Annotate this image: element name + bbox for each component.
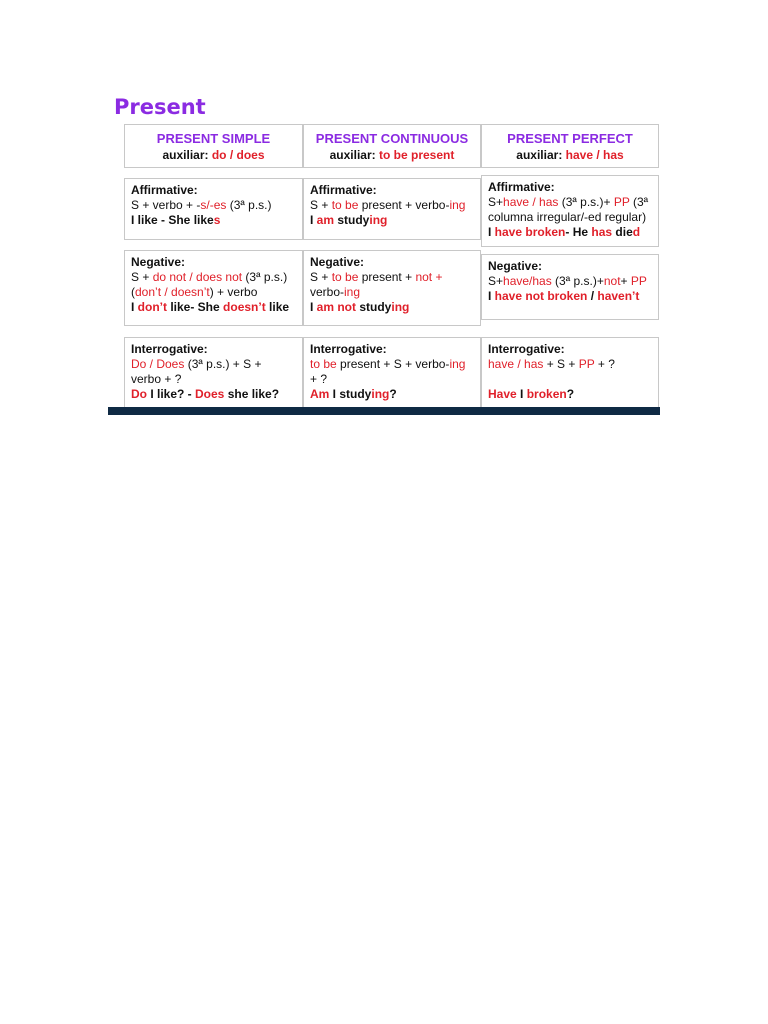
example-highlight: Do xyxy=(131,387,147,401)
formula-part: present + xyxy=(358,270,416,284)
cell-formula xyxy=(131,198,296,213)
cell-example xyxy=(488,289,652,304)
example-highlight: Am xyxy=(310,387,330,401)
formula-part: S+ xyxy=(488,274,504,288)
example-part: I like - She like xyxy=(131,213,214,227)
page-title: Present xyxy=(114,95,206,119)
cell-label: Negative: xyxy=(310,255,365,269)
grammar-table-figure xyxy=(108,88,660,415)
example-highlight: Have xyxy=(488,387,517,401)
cell-label: Negative: xyxy=(488,259,543,273)
example-part: she like? xyxy=(224,387,280,401)
example-highlight: ing xyxy=(391,300,410,314)
example-part: I xyxy=(310,213,317,227)
formula-part: (3ª p.s.) + S + xyxy=(184,357,262,371)
cell-formula xyxy=(488,357,652,372)
cell-formula xyxy=(131,270,296,285)
formula-highlight: ing xyxy=(449,198,466,212)
cell-perfect-negative xyxy=(481,254,659,320)
cell-example xyxy=(310,213,474,228)
cell-formula xyxy=(488,274,652,289)
formula-part: ) + verbo xyxy=(209,285,258,299)
example-part: like xyxy=(265,300,290,314)
formula-highlight: to be xyxy=(331,198,359,212)
cell-continuous-affirmative xyxy=(303,178,481,240)
cell-example xyxy=(131,300,296,315)
cell-perfect-affirmative xyxy=(481,175,659,247)
aux-prefix: auxiliar: xyxy=(162,148,209,162)
formula-highlight: not + xyxy=(415,270,443,284)
cell-simple-negative xyxy=(124,250,303,326)
header-auxiliar xyxy=(488,147,652,163)
formula-part: + ? xyxy=(594,357,615,371)
header-present-continuous xyxy=(303,124,481,168)
example-part: - He xyxy=(565,225,592,239)
cell-formula xyxy=(310,357,474,372)
example-highlight: doesn’t xyxy=(223,300,266,314)
example-part: I xyxy=(488,225,495,239)
example-part: ? xyxy=(566,387,575,401)
aux-value: do / does xyxy=(211,148,265,162)
cell-perfect-interrogative xyxy=(481,337,659,409)
formula-part: (3ª p.s.) xyxy=(242,270,288,284)
formula-part: S+ xyxy=(488,195,504,209)
formula-highlight: do not / does not xyxy=(152,270,243,284)
header-title: PRESENT CONTINUOUS xyxy=(315,131,469,146)
formula-part: S + verbo + - xyxy=(131,198,201,212)
formula-part: + xyxy=(620,274,631,288)
formula-part: present + verbo- xyxy=(358,198,450,212)
cell-formula xyxy=(310,270,474,285)
header-present-simple xyxy=(124,124,303,168)
example-highlight: has xyxy=(591,225,613,239)
example-highlight: haven’t xyxy=(597,289,640,303)
cell-simple-interrogative xyxy=(124,337,303,409)
formula-part: (3ª xyxy=(629,195,649,209)
formula-part: verbo- xyxy=(310,285,345,299)
cell-formula-cont: verbo + ? xyxy=(131,372,182,386)
header-title: PRESENT SIMPLE xyxy=(156,131,271,146)
example-highlight: am not xyxy=(316,300,357,314)
cell-label: Interrogative: xyxy=(131,342,208,356)
cell-label: Affirmative: xyxy=(310,183,377,197)
cell-example xyxy=(488,225,652,240)
header-auxiliar xyxy=(310,147,474,163)
example-highlight: have not broken xyxy=(494,289,588,303)
cell-continuous-interrogative xyxy=(303,337,481,409)
example-part: I xyxy=(131,300,138,314)
cell-example xyxy=(310,387,474,402)
example-highlight: have broken xyxy=(494,225,566,239)
cell-formula xyxy=(488,195,652,210)
example-part: I xyxy=(488,289,495,303)
example-highlight: s xyxy=(213,213,221,227)
aux-value: to be present xyxy=(379,148,455,162)
formula-highlight: have / has xyxy=(503,195,559,209)
formula-highlight: ing xyxy=(344,285,361,299)
example-part: I xyxy=(310,300,317,314)
formula-highlight: PP xyxy=(578,357,595,371)
formula-part: ( xyxy=(131,285,135,299)
example-highlight: am xyxy=(316,213,335,227)
header-title: PRESENT PERFECT xyxy=(507,131,633,146)
formula-highlight: ing xyxy=(449,357,466,371)
cell-formula-cont: + ? xyxy=(310,372,328,386)
header-auxiliar xyxy=(131,147,296,163)
example-part: like- She xyxy=(167,300,224,314)
cell-label: Negative: xyxy=(131,255,186,269)
example-highlight: don’t xyxy=(137,300,167,314)
example-part: ? xyxy=(389,387,397,401)
example-part: I like? - xyxy=(147,387,196,401)
cell-formula-cont xyxy=(131,285,296,300)
cell-spacer xyxy=(488,372,652,387)
cell-example xyxy=(488,387,652,402)
formula-highlight: have / has xyxy=(488,357,544,371)
formula-highlight: PP xyxy=(613,195,630,209)
formula-part: S + xyxy=(131,270,153,284)
example-part: study xyxy=(334,213,370,227)
formula-highlight: Do / Does xyxy=(131,357,185,371)
example-part: die xyxy=(612,225,633,239)
cell-formula xyxy=(131,357,296,372)
cell-label: Interrogative: xyxy=(488,342,565,356)
formula-highlight: to be xyxy=(331,270,359,284)
example-part: I xyxy=(516,387,527,401)
formula-part: (3ª p.s.) xyxy=(226,198,272,212)
header-present-perfect xyxy=(481,124,659,168)
aux-value: have / has xyxy=(565,148,624,162)
formula-part: S + xyxy=(310,270,332,284)
example-highlight: ing xyxy=(369,213,388,227)
formula-part: + S + xyxy=(543,357,579,371)
cell-example xyxy=(131,213,296,228)
cell-formula-cont xyxy=(310,285,474,300)
example-part: study xyxy=(356,300,392,314)
formula-part: present + S + verbo- xyxy=(336,357,450,371)
example-part: / xyxy=(587,289,598,303)
cell-label: Affirmative: xyxy=(131,183,198,197)
cell-label: Affirmative: xyxy=(488,180,555,194)
cell-simple-affirmative xyxy=(124,178,303,240)
example-highlight: Does xyxy=(195,387,225,401)
aux-prefix: auxiliar: xyxy=(329,148,376,162)
cell-example xyxy=(310,300,474,315)
cell-formula xyxy=(310,198,474,213)
example-highlight: d xyxy=(632,225,641,239)
formula-highlight: s/-es xyxy=(200,198,227,212)
formula-highlight: PP xyxy=(630,274,647,288)
formula-highlight: have/has xyxy=(503,274,552,288)
cell-label: Interrogative: xyxy=(310,342,387,356)
formula-part: (3ª p.s.)+ xyxy=(558,195,614,209)
aux-prefix: auxiliar: xyxy=(516,148,563,162)
cell-formula-cont: columna irregular/-ed regular) xyxy=(488,210,647,224)
bottom-bar xyxy=(108,407,660,415)
example-highlight: broken xyxy=(526,387,567,401)
example-highlight: ing xyxy=(371,387,390,401)
cell-continuous-negative xyxy=(303,250,481,326)
formula-part: S + xyxy=(310,198,332,212)
formula-highlight: not xyxy=(603,274,621,288)
formula-highlight: don’t / doesn’t xyxy=(135,285,210,299)
formula-highlight: to be xyxy=(310,357,337,371)
cell-example xyxy=(131,387,296,402)
example-part: I study xyxy=(329,387,372,401)
formula-part: (3ª p.s.)+ xyxy=(551,274,604,288)
